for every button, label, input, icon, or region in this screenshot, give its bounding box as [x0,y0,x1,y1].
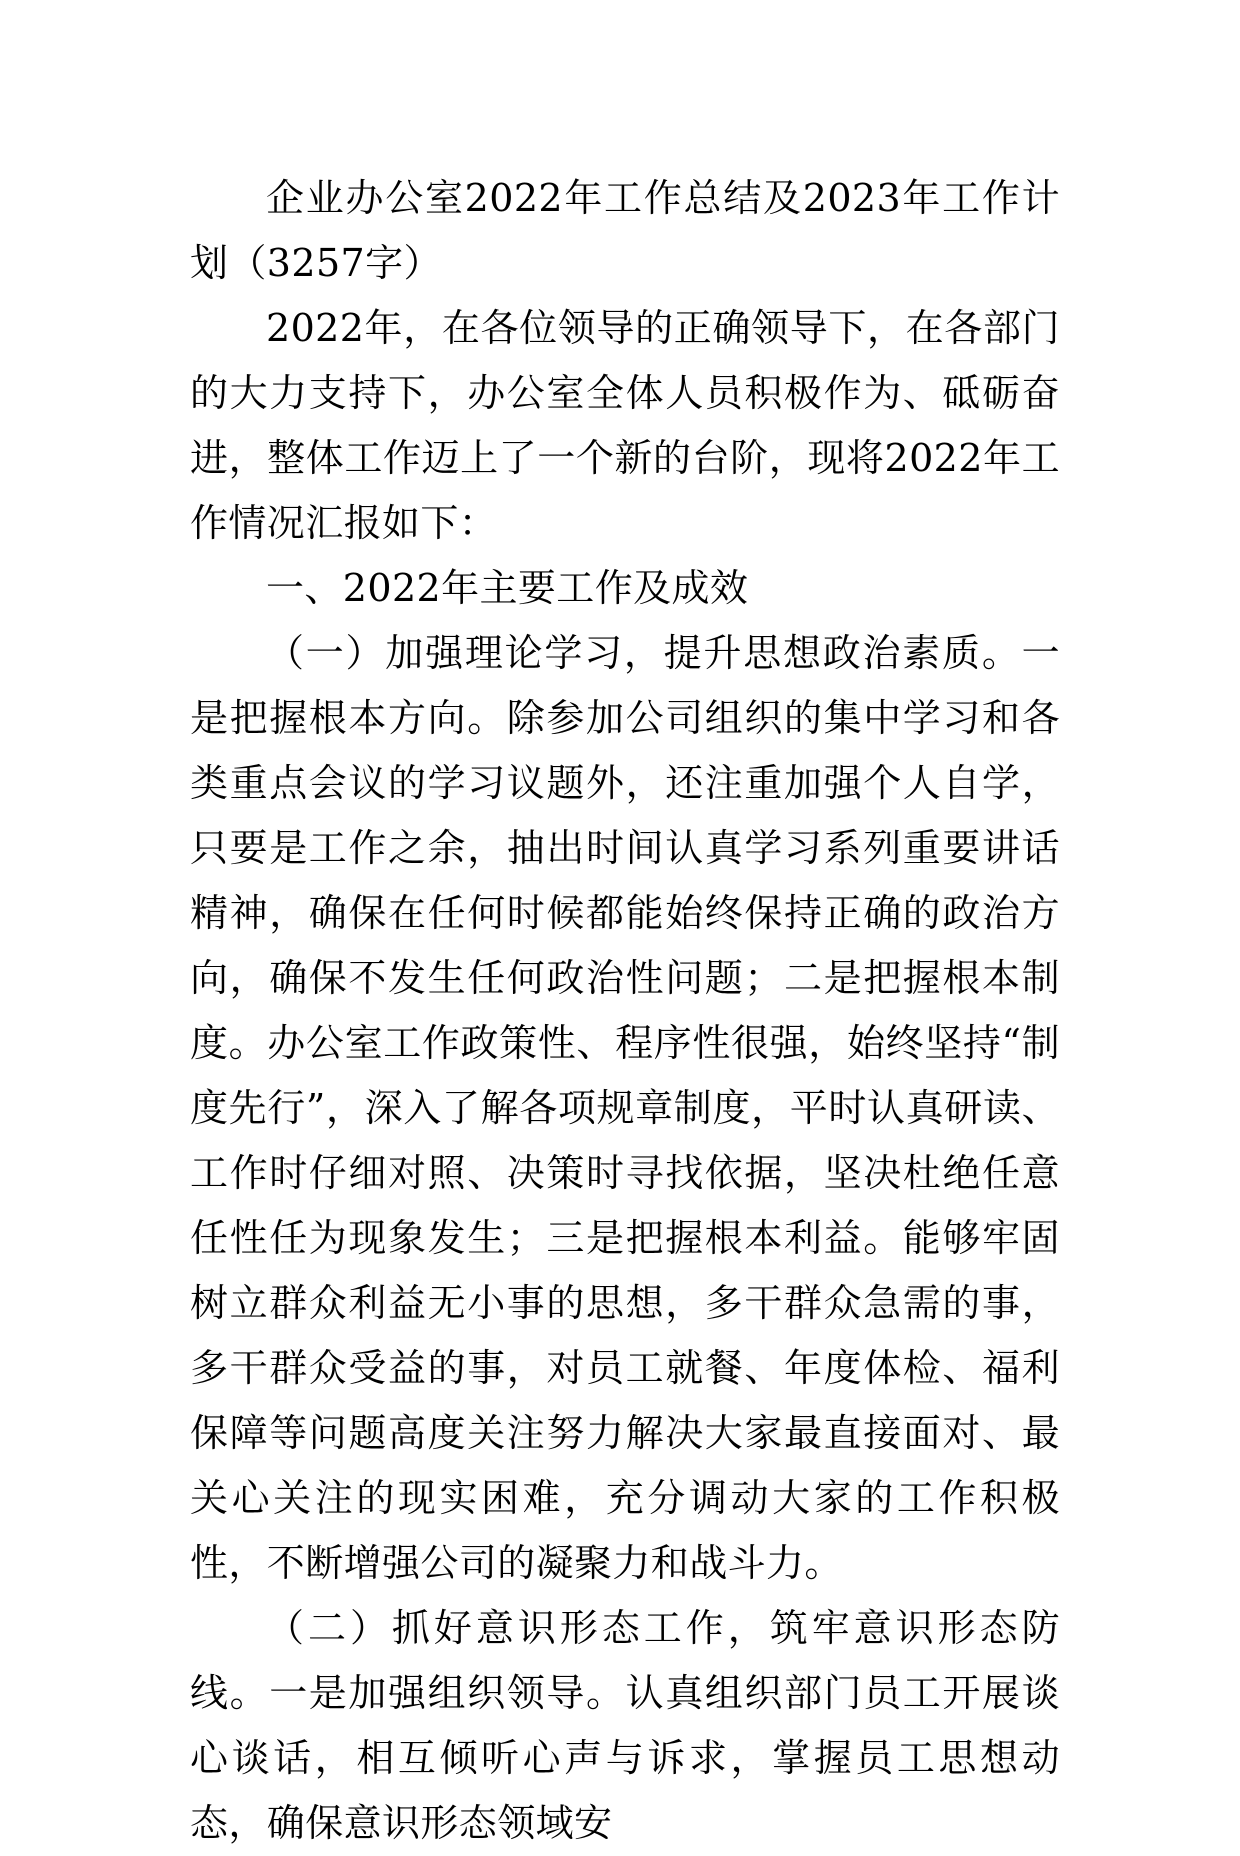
intro-paragraph: 2022年，在各位领导的正确领导下，在各部门的大力支持下，办公室全体人员积极作为、砥砺奋进，整体工作迈上了一个新的台阶，现将2022年工作情况汇报如下： [190,306,1060,545]
section-heading: 一、2022年主要工作及成效 [266,566,749,610]
document-title: 企业办公室2022年工作总结及2023年工作计划（3257字） [190,176,1060,285]
document-body [190,166,1060,1856]
body-paragraph-1: （一）加强理论学习，提升思想政治素质。一是把握根本方向。除参加公司组织的集中学习和各类重点会议的学习议题外，还注重加强个人自学，只要是工作之余，抽出时间认真学习系列重要讲话精神，确保在任何时候都能始终保持正确的政治方向，确保不发生任何政治性问题；二是把握根本制度。办公室工作政策性、程序性很强，始终坚持“制度先行”，深入了解各项规章制度，平时认真研读、工作时仔细对照、决策时寻找依据，坚决杜绝任意任性任为现象发生；三是把握根本利益。能够牢固树立群众利益无小事的思想，多干群众急需的事，多干群众受益的事，对员工就餐、年度体检、福利保障等问题高度关注努力解决大家最直接面对、最关心关注的现实困难，充分调动大家的工作积极性，不断增强公司的凝聚力和战斗力。 [190,631,1060,1585]
body-paragraph-2: （二）抓好意识形态工作，筑牢意识形态防线。一是加强组织领导。认真组织部门员工开展谈心谈话，相互倾听心声与诉求，掌握员工思想动态，确保意识形态领域安 [190,1606,1060,1845]
